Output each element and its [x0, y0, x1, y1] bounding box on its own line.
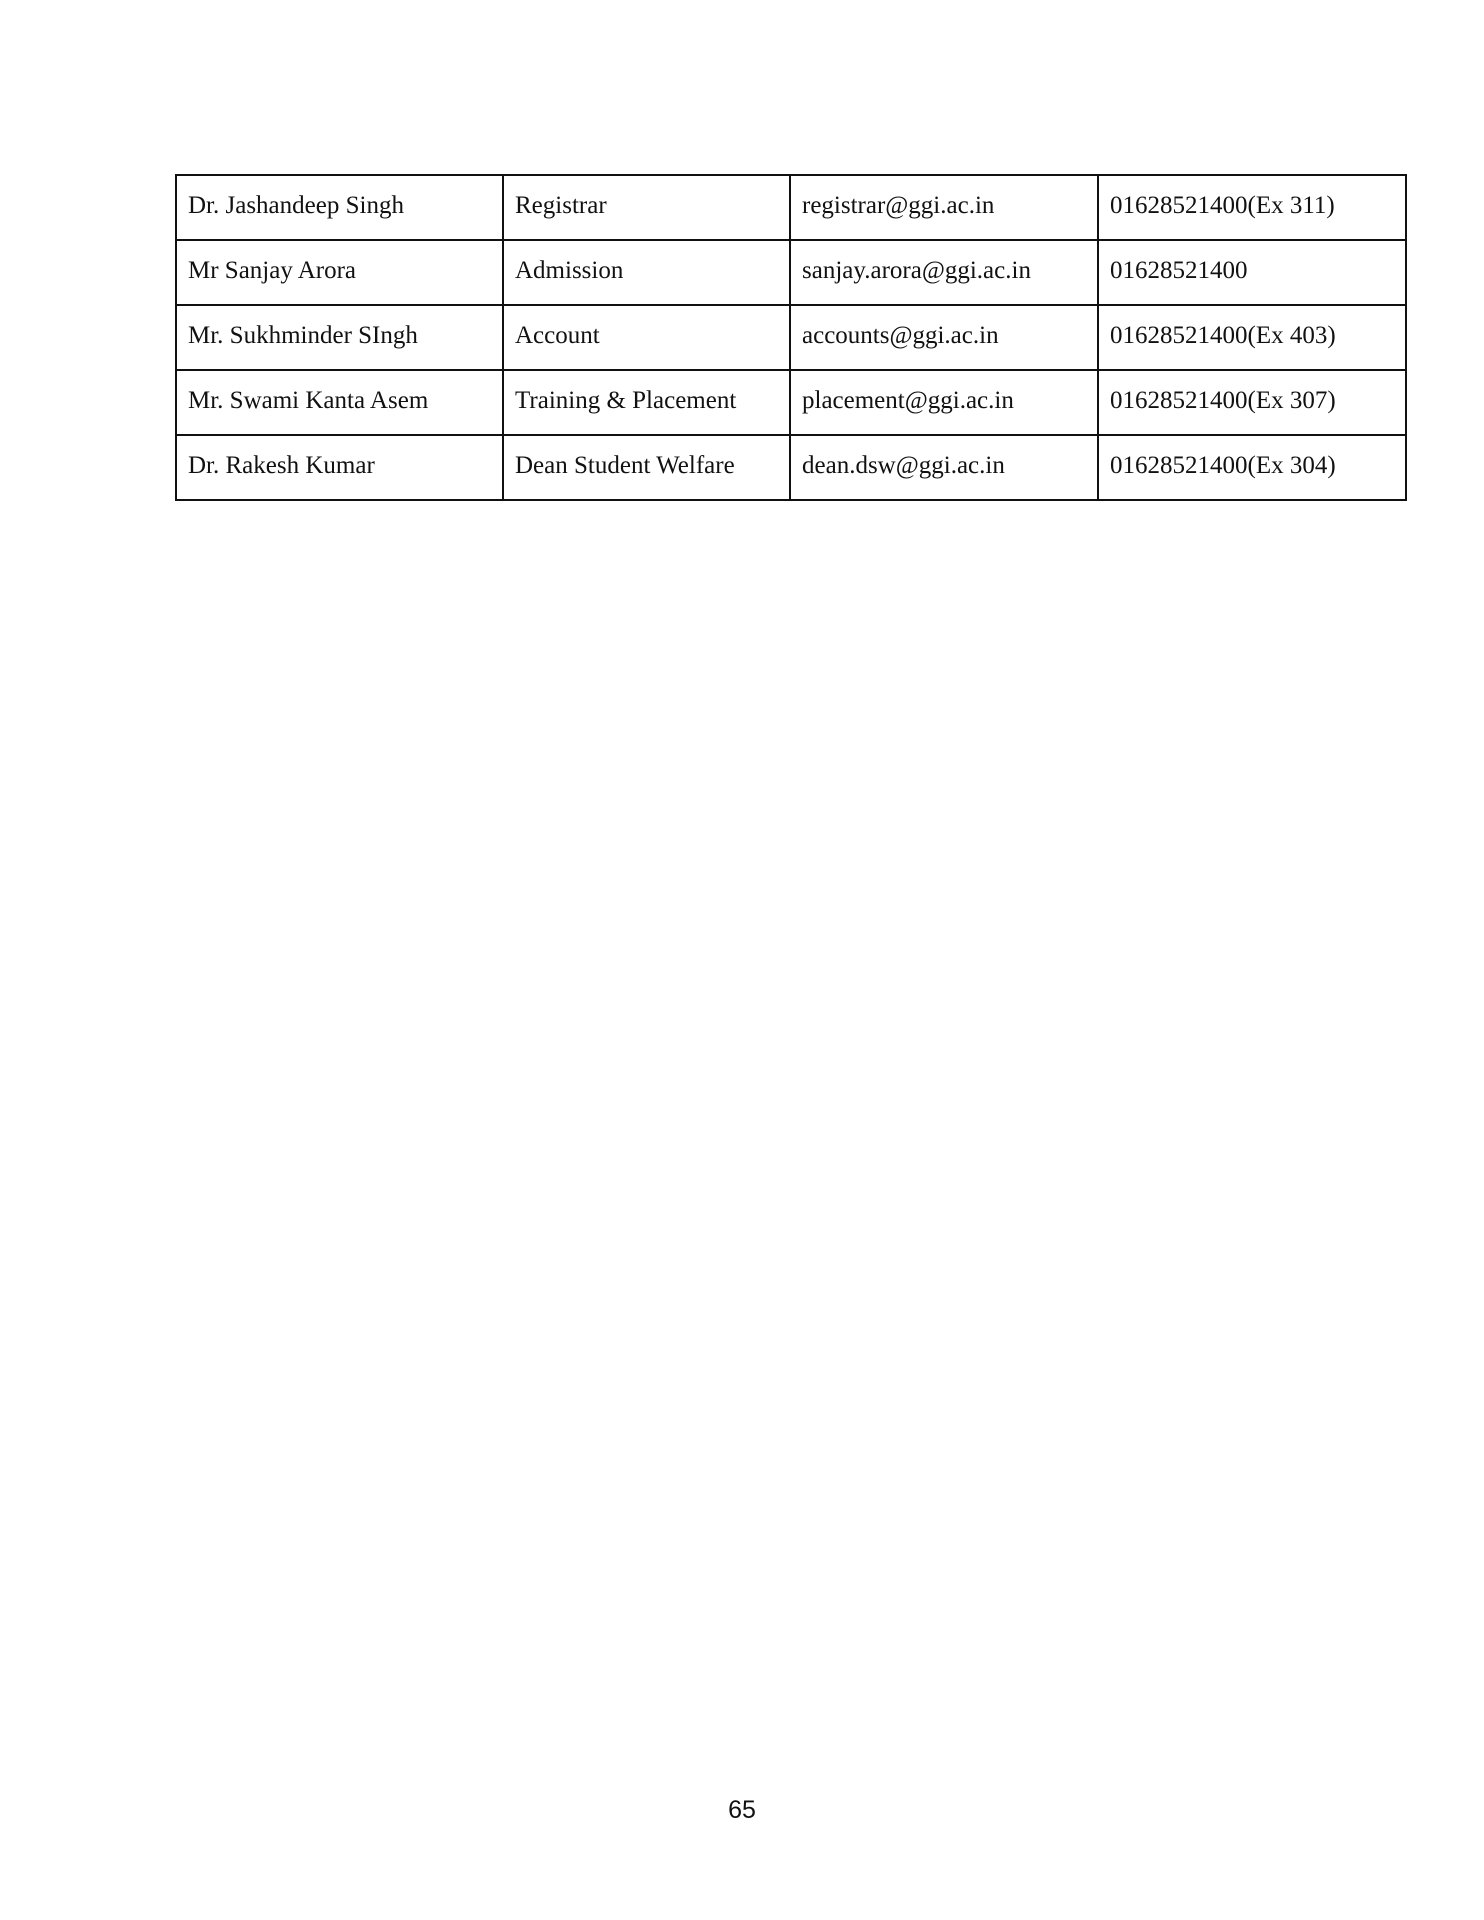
contact-phone-cell: 01628521400(Ex 403) — [1098, 305, 1406, 370]
contact-email-cell: registrar@ggi.ac.in — [790, 175, 1098, 240]
table-row — [176, 435, 1406, 500]
page-number: 65 — [728, 1796, 756, 1824]
table-row — [176, 370, 1406, 435]
table-row — [176, 175, 1406, 240]
contact-department-cell: Registrar — [503, 175, 790, 240]
contact-phone-cell: 01628521400(Ex 311) — [1098, 175, 1406, 240]
contact-phone-cell: 01628521400(Ex 307) — [1098, 370, 1406, 435]
contact-phone-cell: 01628521400 — [1098, 240, 1406, 305]
contact-name-cell: Dr. Rakesh Kumar — [176, 435, 503, 500]
contact-department-cell: Training & Placement — [503, 370, 790, 435]
contacts-table — [175, 174, 1407, 501]
contact-department-cell: Admission — [503, 240, 790, 305]
contact-name-cell: Dr. Jashandeep Singh — [176, 175, 503, 240]
contact-name-cell: Mr. Sukhminder SIngh — [176, 305, 503, 370]
contact-email-cell: sanjay.arora@ggi.ac.in — [790, 240, 1098, 305]
table-row — [176, 305, 1406, 370]
contact-department-cell: Account — [503, 305, 790, 370]
contact-email-cell: dean.dsw@ggi.ac.in — [790, 435, 1098, 500]
contact-department-cell: Dean Student Welfare — [503, 435, 790, 500]
contact-email-cell: accounts@ggi.ac.in — [790, 305, 1098, 370]
table-row — [176, 240, 1406, 305]
contact-name-cell: Mr Sanjay Arora — [176, 240, 503, 305]
contact-phone-cell: 01628521400(Ex 304) — [1098, 435, 1406, 500]
contact-email-cell: placement@ggi.ac.in — [790, 370, 1098, 435]
contact-name-cell: Mr. Swami Kanta Asem — [176, 370, 503, 435]
